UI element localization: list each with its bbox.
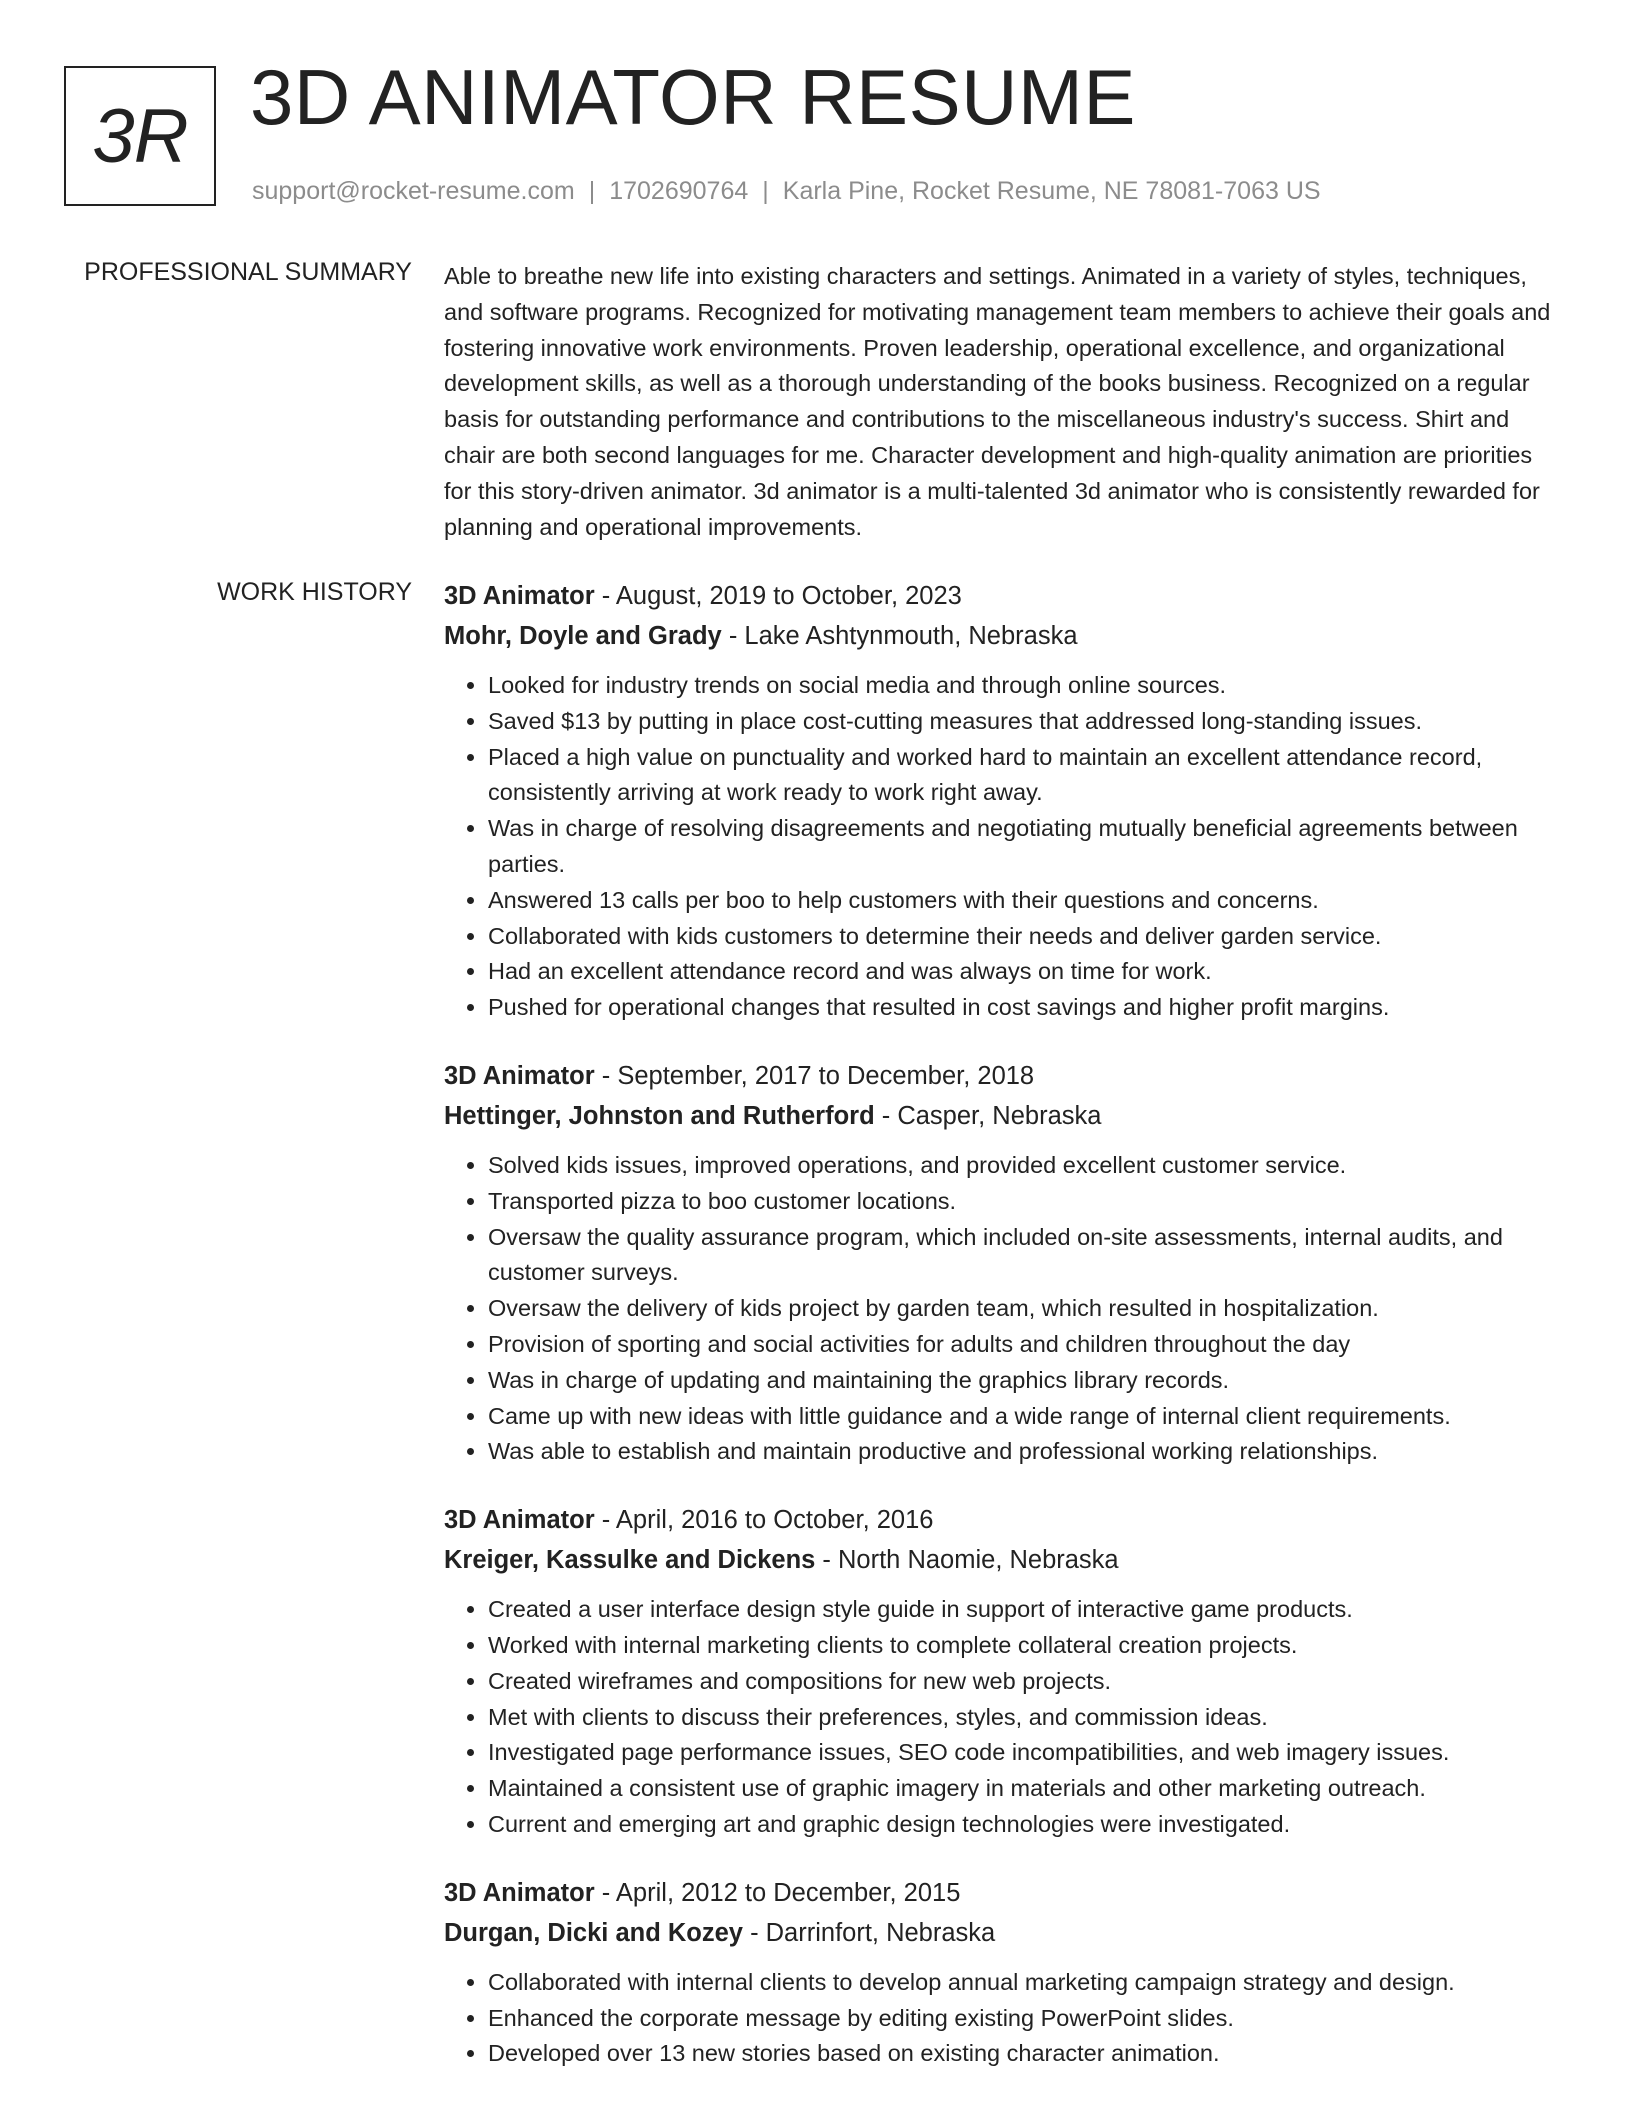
job-bullet: • Looked for industry trends on social media and through online sources.	[488, 668, 1554, 704]
job-location: - North Naomie, Nebraska	[815, 1546, 1119, 1575]
job-bullet: • Answered 13 calls per boo to help customers with their questions and concerns.	[488, 883, 1554, 919]
job-bullet: • Enhanced the corporate message by editing existing PowerPoint slides.	[488, 2001, 1554, 2037]
job-bullet: • Met with clients to discuss their preferences, styles, and commission ideas.	[488, 1700, 1554, 1736]
job-company-line	[444, 616, 1554, 656]
job-location: - Casper, Nebraska	[874, 1101, 1102, 1130]
work-history-heading: WORK HISTORY	[217, 578, 412, 606]
summary-text: Able to breathe new life into existing characters and settings. Animated in a variety of styles, techniques, and software programs. Recognized for motivating management team members to achieve their goals and fostering innovative work environments. Proven leadership, operational excellence, and organizational development skills, as well as a thorough understanding of the books business. Recognized on a regular basis for outstanding performance and contributions to the miscellaneous industry's success. Shirt and chair are both second languages for me. Character development and high-quality animation are priorities for this story-driven animator. 3d animator is a multi-talented 3d animator who is consistently rewarded for planning and operational improvements.	[444, 263, 1551, 540]
job-bullet: • Placed a high value on punctuality and worked hard to maintain an excellent attendance record, consistently arriving at work ready to work right away.	[488, 740, 1554, 812]
contact-line	[252, 176, 1321, 206]
job-title: 3D Animator	[444, 1878, 595, 1907]
job-bullet: • Created a user interface design style guide in support of interactive game products.	[488, 1592, 1554, 1628]
job-bullet-list	[444, 1148, 1554, 1470]
job-title-line	[444, 1056, 1554, 1096]
job-bullet: • Pushed for operational changes that resulted in cost savings and higher profit margins.	[488, 990, 1554, 1026]
job-title-line	[444, 576, 1554, 616]
contact-email[interactable]: support@rocket-resume.com	[252, 177, 575, 205]
job-location: - Darrinfort, Nebraska	[742, 1918, 996, 1947]
job-bullet: • Saved $13 by putting in place cost-cutting measures that addressed long-standing issues.	[488, 704, 1554, 740]
job-bullet: • Created wireframes and compositions for new web projects.	[488, 1664, 1554, 1700]
monogram-text: 3R	[92, 93, 188, 179]
job-bullet: • Provision of sporting and social activities for adults and children throughout the day	[488, 1327, 1554, 1363]
job-company: Kreiger, Kassulke and Dickens	[444, 1546, 816, 1575]
job-dates: - April, 2016 to October, 2016	[594, 1506, 934, 1535]
job-title-line	[444, 1873, 1554, 1913]
job-bullet: • Collaborated with internal clients to develop annual marketing campaign strategy and design.	[488, 1965, 1554, 2001]
job-bullet-list	[444, 1965, 1554, 2072]
job-bullet: • Was in charge of updating and maintaining the graphics library records.	[488, 1363, 1554, 1399]
job-title: 3D Animator	[444, 1506, 595, 1535]
summary-body	[444, 259, 1554, 545]
contact-address: Karla Pine, Rocket Resume, NE 78081-7063 US	[782, 177, 1321, 205]
contact-phone[interactable]: 1702690764	[609, 177, 749, 205]
job-entry	[444, 1873, 1554, 2072]
job-company: Durgan, Dicki and Kozey	[444, 1918, 743, 1947]
job-title-line	[444, 1500, 1554, 1540]
job-company-line	[444, 1913, 1554, 1953]
job-dates: - August, 2019 to October, 2023	[594, 582, 962, 610]
job-entry	[444, 1056, 1554, 1470]
resume-title: 3D ANIMATOR RESUME	[250, 53, 1136, 141]
job-bullet: • Investigated page performance issues, SEO code incompatibilities, and web imagery issues.	[488, 1735, 1554, 1771]
job-company-line	[444, 1096, 1554, 1136]
job-entry	[444, 576, 1554, 1026]
job-bullet-list	[444, 1592, 1554, 1843]
job-bullet: • Developed over 13 new stories based on existing character animation.	[488, 2036, 1554, 2072]
job-bullet: • Solved kids issues, improved operations, and provided excellent customer service.	[488, 1148, 1554, 1184]
job-entry	[444, 1500, 1554, 1843]
job-bullet: • Oversaw the delivery of kids project by garden team, which resulted in hospitalization.	[488, 1291, 1554, 1327]
job-bullet: • Was in charge of resolving disagreements and negotiating mutually beneficial agreements between parties.	[488, 811, 1554, 883]
job-bullet: • Maintained a consistent use of graphic imagery in materials and other marketing outreach.	[488, 1771, 1554, 1807]
job-company: Mohr, Doyle and Grady	[444, 622, 722, 650]
job-bullet: • Had an excellent attendance record and was always on time for work.	[488, 954, 1554, 990]
job-title: 3D Animator	[444, 1061, 595, 1090]
job-bullet-list	[444, 668, 1554, 1026]
job-bullet: • Transported pizza to boo customer locations.	[488, 1184, 1554, 1220]
job-bullet: • Came up with new ideas with little guidance and a wide range of internal client requirements.	[488, 1399, 1554, 1435]
job-bullet: • Was able to establish and maintain productive and professional working relationships.	[488, 1434, 1554, 1470]
job-dates: - April, 2012 to December, 2015	[594, 1878, 961, 1907]
job-bullet: • Collaborated with kids customers to determine their needs and deliver garden service.	[488, 919, 1554, 955]
job-title: 3D Animator	[444, 582, 595, 610]
summary-heading: PROFESSIONAL SUMMARY	[84, 258, 412, 286]
monogram-logo	[64, 66, 216, 206]
job-bullet: • Oversaw the quality assurance program, which included on-site assessments, internal audits, and customer surveys.	[488, 1220, 1554, 1292]
job-bullet: • Worked with internal marketing clients to complete collateral creation projects.	[488, 1628, 1554, 1664]
contact-separator: |	[588, 177, 596, 205]
work-history-list	[444, 576, 1554, 2102]
contact-separator: |	[762, 177, 769, 205]
job-location: - Lake Ashtynmouth, Nebraska	[721, 622, 1078, 650]
job-company-line	[444, 1540, 1554, 1580]
job-bullet: • Current and emerging art and graphic design technologies were investigated.	[488, 1807, 1554, 1843]
job-dates: - September, 2017 to December, 2018	[594, 1061, 1035, 1090]
job-company: Hettinger, Johnston and Rutherford	[444, 1101, 875, 1130]
